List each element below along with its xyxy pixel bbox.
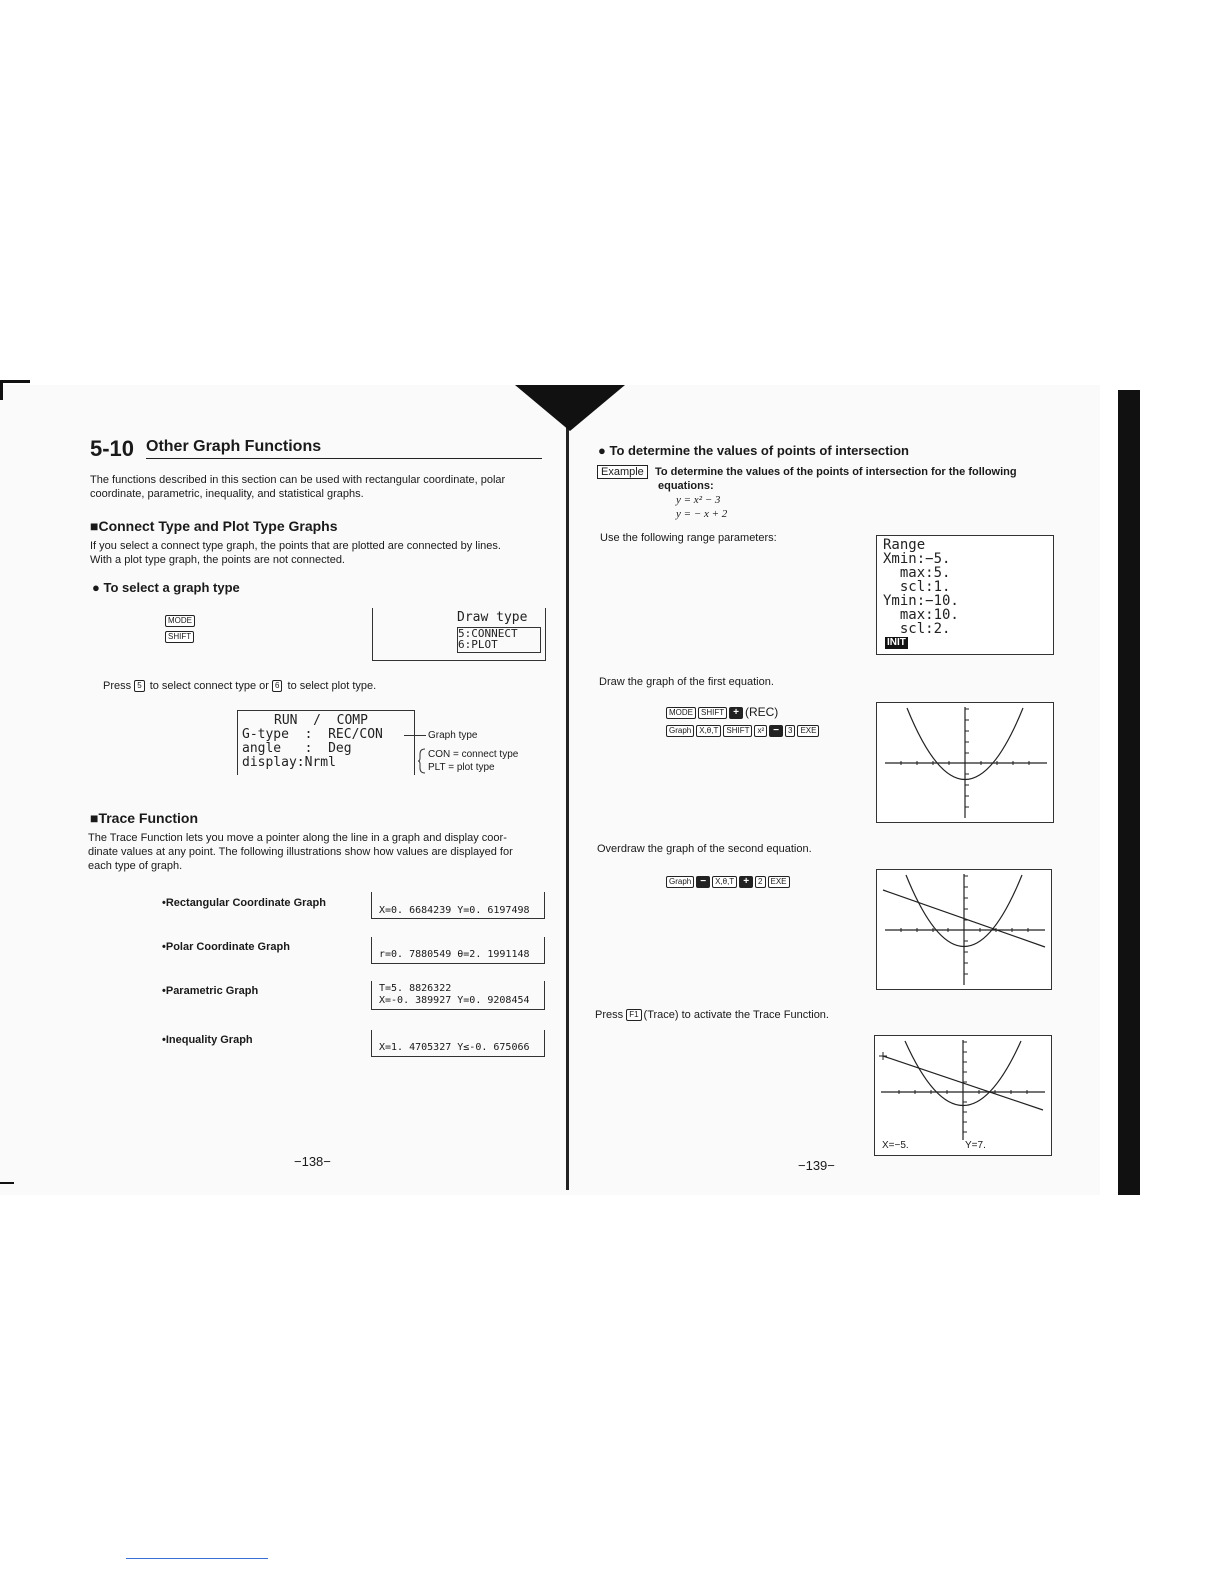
page-number-right: −139− [798,1158,835,1173]
xthetat-key: X,θ,T [712,876,737,888]
title-rule [146,458,542,459]
corner-mark-2 [0,380,3,400]
intro-line-1: The functions described in this section can be used with rectangular coordinate, polar [90,474,506,486]
exe-key: EXE [797,725,819,737]
press-after: to select plot type. [287,680,377,692]
draw-type-plot: 6:PLOT [458,638,498,651]
equation-2: y = − x + 2 [676,508,728,520]
left-page [0,385,570,1195]
graph-key: Graph [666,725,694,737]
draw-type-menu [457,627,541,653]
f1-key: F1 [626,1009,641,1021]
trace-line-1: The Trace Function lets you move a pointer along the line in a graph and display coor- [88,832,507,844]
plus-key: + [739,876,753,888]
mode-key: MODE [666,707,696,719]
mode-key-label: MODE [165,615,195,627]
range-ymin: Ymin:−10. [883,593,959,609]
example-badge: Example [597,465,648,479]
trace-line-3: each type of graph. [88,860,183,872]
select-heading: ● To select a graph type [92,580,240,595]
connect-line-1: If you select a connect type graph, the points that are plotted are connected by lines. [90,540,501,552]
graph-type-display [371,981,545,1010]
gutter-notch [515,383,625,433]
section-number: 5-10 [90,436,135,461]
status-line-3: angle : Deg [242,741,352,756]
plus-key: + [729,707,743,719]
callout-brace-icon [418,748,426,774]
key-sequence-2 [666,722,821,740]
trace-graph [875,1036,1051,1140]
graph-screen-2 [876,869,1052,990]
trace-heading: ■Trace Function [90,810,199,826]
range-init: INIT [887,637,906,648]
trace-pointer-icon [879,1052,887,1060]
overdraw-text: Overdraw the graph of the second equation. [597,843,812,855]
range-xmin: Xmin:−5. [883,551,951,567]
press-middle: to select connect type or [149,680,269,692]
range-xscl: scl:1. [883,579,951,595]
minus-key: − [696,876,710,888]
key-3: 3 [785,725,795,737]
range-yscl: scl:2. [883,621,951,637]
equation-1: y = x² − 3 [676,494,721,506]
shift-key: SHIFT [723,725,752,737]
shift-key [165,628,196,646]
callout-plt: PLT = plot type [428,762,495,773]
use-range-text: Use the following range parameters: [600,532,777,544]
key-2: 2 [755,876,765,888]
graph-type-display-text-2: X=-0. 389927 Y=0. 9208454 [379,995,530,1006]
graph-type-label: •Polar Coordinate Graph [162,941,290,953]
minus-key: − [769,725,783,737]
graph-type-display-text: X=0. 6684239 Y=0. 6197498 [379,905,530,916]
status-line-2: G-type : REC/CON [242,727,383,742]
graph-type-label: •Parametric Graph [162,985,259,997]
exe-key: EXE [768,876,790,888]
parabola-graph [877,703,1053,822]
draw-first-text: Draw the graph of the first equation. [599,676,774,688]
right-edge-mark [1118,390,1140,1195]
graph-type-label: •Inequality Graph [162,1034,253,1046]
range-xmax: max:5. [883,565,951,581]
press-trace-text [595,1009,829,1021]
rec-label: (REC) [744,705,779,719]
graph-type-label: •Rectangular Coordinate Graph [162,897,326,909]
graph-type-display [371,1030,545,1057]
press-trace-after: (Trace) to activate the Trace Function. [643,1009,829,1021]
status-line-1: RUN / COMP [274,713,368,728]
page-number-left: −138− [294,1154,331,1169]
callout-con: CON = connect type [428,749,519,760]
key-sequence-1 [666,705,778,719]
example-line-2: equations: [658,480,714,492]
graph-screen-3 [874,1035,1052,1156]
xthetat-key: X,θ,T [696,725,721,737]
press-select-text [103,680,376,692]
trace-y-value: Y=7. [965,1140,986,1151]
shift-key: SHIFT [698,707,727,719]
draw-type-screen [372,608,546,661]
range-ymax: max:10. [883,607,959,623]
overdraw-graph [877,870,1051,989]
intro-line-2: coordinate, parametric, inequality, and statistical graphs. [90,488,364,500]
section-title: Other Graph Functions [146,438,322,455]
key-6: 6 [272,680,282,692]
example-line-1: To determine the values of the points of intersection for the following [655,466,1017,478]
press-word: Press [595,1009,624,1021]
gutter-line [566,400,569,1190]
trace-line-2: dinate values at any point. The following illustrations show how values are displayed for [88,846,513,858]
graph-type-display-text: T=5. 8826322 [379,983,452,994]
status-line-4: display:Nrml [242,755,336,770]
graph-type-display-text: r=0. 7880549 θ=2. 1991148 [379,949,530,960]
range-title: Range [883,537,926,553]
status-screen [237,710,415,775]
callout-graph-type: Graph type [428,730,478,741]
trace-x-value: X=−5. [882,1140,909,1151]
bottom-link-line [126,1558,268,1559]
graph-type-display [371,892,545,919]
connect-line-2: With a plot type graph, the points are not connected. [90,554,345,566]
press-word: Press [103,680,132,692]
callout-line [404,735,426,736]
graph-screen-1 [876,702,1054,823]
graph-type-display-text: X=1. 4705327 Y≤-0. 675066 [379,1042,530,1053]
intersection-heading: ● To determine the values of points of intersection [598,443,909,458]
draw-type-connect: 5:CONNECT [458,627,518,640]
corner-mark [0,380,30,383]
key-sequence-3 [666,873,792,891]
draw-type-title: Draw type [457,610,528,625]
graph-type-display [371,937,545,964]
range-screen [876,535,1054,655]
x-squared-key: x² [754,725,767,737]
key-5: 5 [134,680,144,692]
bottom-edge-mark [0,1182,14,1184]
graph-key: Graph [666,876,694,888]
shift-key-label: SHIFT [165,631,194,643]
connect-heading: ■Connect Type and Plot Type Graphs [90,518,338,534]
